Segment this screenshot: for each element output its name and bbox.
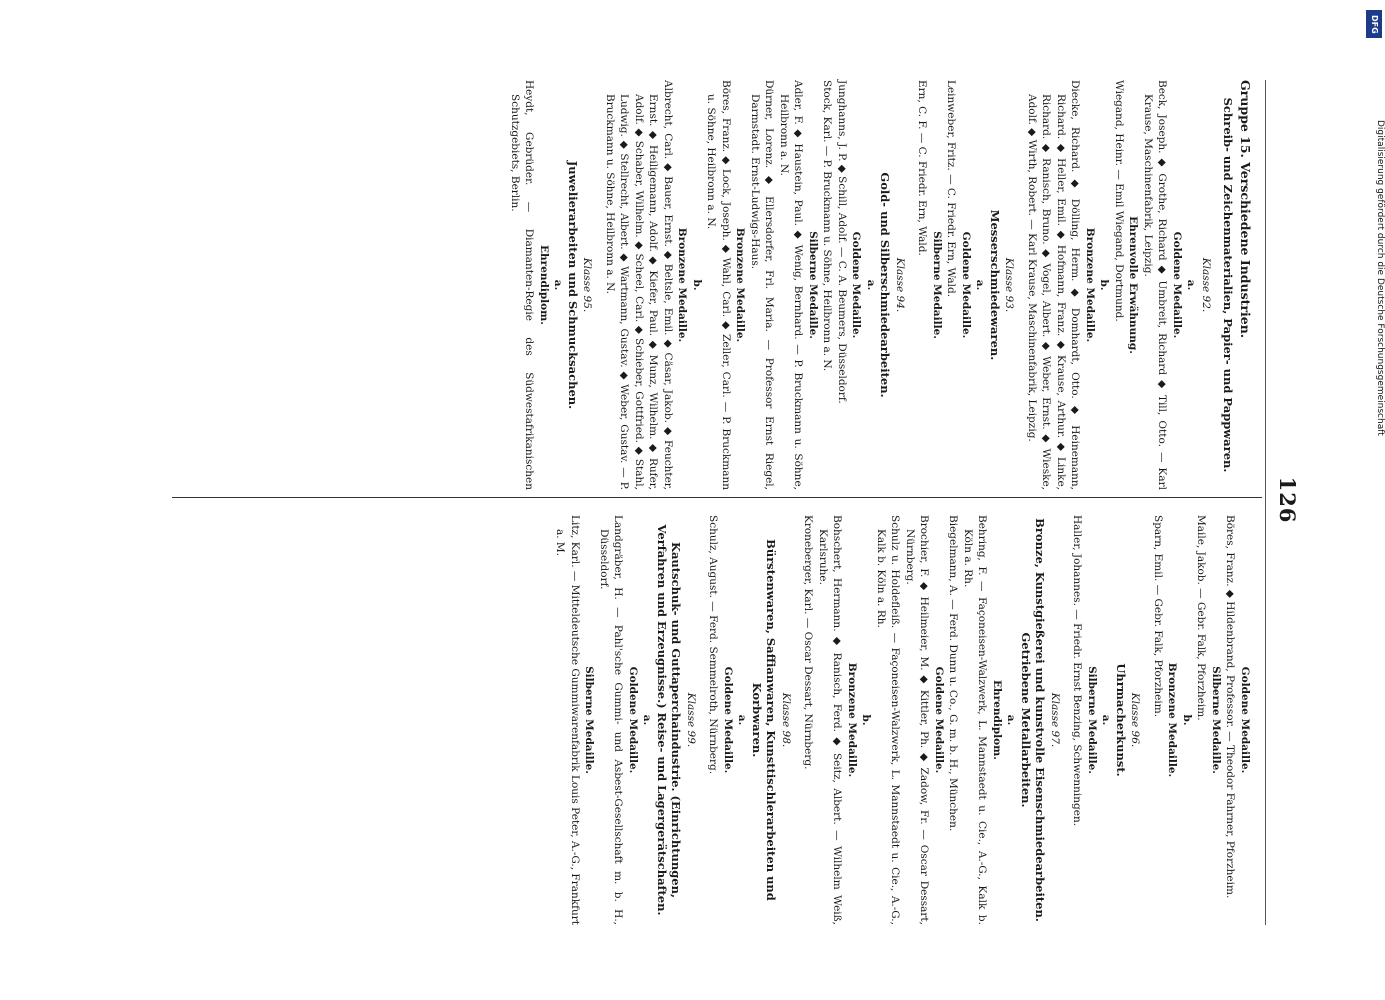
list-entry: Maile, Jakob. — Gebr. Falk, Pforzheim. bbox=[1195, 515, 1208, 721]
medal-text: Bronzene Medaille. bbox=[1084, 227, 1096, 343]
page-number: 126 bbox=[1275, 476, 1300, 524]
medal-text: Bronzene Medaille. bbox=[676, 227, 689, 343]
klasse-text: Klasse 93. bbox=[1003, 257, 1016, 313]
sub-text: b. bbox=[860, 714, 873, 726]
medal-text: Ehrendiplom. bbox=[991, 680, 1003, 760]
list-entry: Schulz u. Holdefleiß. — Façoneisen-Walzwerk, L. Mannstaedt u. Cie., A.-G., Kalk b. Köln a. Rh. bbox=[875, 515, 902, 925]
medal-text: Ehrendiplom. bbox=[538, 245, 550, 325]
dfg-logo: DFG bbox=[1366, 10, 1382, 38]
list-entry: Diecke, Richard. ◆ Dölling, Herm. ◆ Domhardt, Otto. ◆ Heinemann, Richard. ◆ Heller, Emil. ◆ Hofmann, Franz. ◆ Krause, Arthur. ◆ Linke, Richard. ◆ Ranisch, Bruno. ◆ Vogel, Albert. ◆ Weber, Ernst. ◆ Wieske, Adolf. ◆ Wirth, Robert. — Karl Krause, Maschinenfabrik, Leipzig. bbox=[1026, 80, 1082, 490]
heading-text: Bronze, Kunstgießerei und kunstvolle Eisenschmiedearbeiten. Getriebene Metallarbeiten. bbox=[1019, 518, 1048, 922]
list-entry: Haller, Johannes. — Friedr. Ernst Benzing, Schwenningen. bbox=[1071, 515, 1084, 827]
list-entry: Brochier, F. ◆ Heilmeier, M. ◆ Kittler, Ph. ◆ Zadow, Fr. — Oscar Dessart, Nürnberg. bbox=[904, 515, 931, 925]
list-entry: Biegelmann, A. — Ferd. Dunn u. Co., G. m. b. H., München. bbox=[947, 515, 960, 832]
medal-text: Ehrenvolle Erwähnung. bbox=[1127, 216, 1140, 354]
medal-text: Goldene Medaille. bbox=[960, 231, 972, 339]
medal-text: Goldene Medaille. bbox=[722, 666, 734, 774]
heading-text: Schreib- und Zeichenmaterialien, Papier- und Pappwaren. bbox=[1221, 97, 1236, 473]
list-entry: Beck, Joseph. ◆ Grothe, Richard ◆ Umbreit, Richard ◆ Till, Otto. — Karl Krause, Maschinenfabrik, Leipzig. bbox=[1142, 80, 1169, 490]
list-entry: Heydt, Gebrüder. — Diamanten-Regie des Südwestafrikanischen Schutzgebiets, Berlin. bbox=[509, 80, 536, 490]
sub-text: b. bbox=[1181, 714, 1193, 726]
heading-text: Messerschmiedewaren. bbox=[988, 209, 1002, 361]
medal-text: Goldene Medaille. bbox=[850, 231, 863, 339]
heading-text: Kautschuk- und Guttaperchaindustrie. (Einrichtungen, Verfahren und Erzeugnisse.) Reise- und Lagergerätschaften. bbox=[655, 524, 684, 916]
klasse-text: Klasse 92. bbox=[1200, 257, 1212, 313]
klasse-text: Klasse 94. bbox=[894, 257, 906, 313]
medal-text: Bronzene Medaille. bbox=[1166, 662, 1179, 778]
sub-text: a. bbox=[736, 714, 749, 726]
list-entry: Dürner, Lorenz. ◆ Ellersdorfer, Frl. Maria. — Professor Ernst Riegel, Darmstadt. Ernst-Ludwigs-Haus. bbox=[749, 80, 776, 490]
group-text: Gruppe 15. Verschiedene Industrien. bbox=[1238, 80, 1253, 339]
header-rule bbox=[1265, 80, 1266, 925]
list-entry: Junghanns, J. P. ◆ Schill, Adolf. — C. A. Beumers, Düsseldorf. bbox=[836, 80, 848, 404]
list-entry: Böres, Franz. ◆ Lock, Joseph. ◆ Wahl, Carl. ◆ Zeller, Carl. — P. Bruckmann u. Söhne, Heilbronn a. N. bbox=[705, 80, 732, 490]
list-entry: Adler, F. ◆ Haustein, Paul. ◆ Wenig, Bernhard. — P. Bruckmann u. Söhne, Heilbronn a. N. bbox=[778, 80, 805, 490]
list-entry: Stock, Karl. — P. Bruckmann u. Söhne, Heilbronn a. N. bbox=[821, 80, 834, 372]
list-entry: Kroneberger, Karl. — Oscar Dessart, Nürnberg. bbox=[802, 515, 815, 770]
sub-text: b. bbox=[691, 279, 703, 291]
medal-text: Goldene Medaille. bbox=[627, 666, 639, 774]
left-column bbox=[508, 80, 1253, 490]
list-entry: Ern, C. F. — C. Friedr. Ern, Wald. bbox=[916, 80, 929, 256]
heading-text: Uhrmacherkunst. bbox=[1114, 663, 1128, 777]
medal-text: Goldene Medaille. bbox=[1239, 666, 1251, 774]
list-entry: Sparn, Emil. — Gebr. Falk, Pforzheim. bbox=[1152, 515, 1164, 718]
right-column bbox=[553, 515, 1252, 925]
column-divider bbox=[172, 497, 1262, 498]
klasse-text: Klasse 96. bbox=[1129, 692, 1142, 748]
sub-text: a. bbox=[1100, 714, 1113, 726]
list-entry: Bohschert, Hermann. ◆ Ranisch, Ferd. ◆ Seitz, Albert. — Wilhelm Weiß, Karlsruhe. bbox=[817, 515, 844, 925]
list-entry: Litz, Karl. — Mitteldeutsche Gummiwarenfabrik Louis Peter, A.-G., Frankfurt a. M. bbox=[554, 515, 581, 925]
document-page bbox=[140, 50, 1300, 950]
list-entry: Böres, Franz. ◆ Hildenbrand, Professor. — Theodor Fahrner, Pforzheim. bbox=[1224, 515, 1237, 899]
medal-text: Silberne Medaille. bbox=[807, 231, 819, 339]
digitization-credit: Digitalisierung gefördert durch die Deutsche Forschungsgemeinschaft bbox=[1375, 120, 1385, 436]
klasse-text: Klasse 97. bbox=[1049, 692, 1061, 748]
klasse-text: Klasse 98. bbox=[780, 692, 792, 748]
medal-text: Silberne Medaille. bbox=[1210, 666, 1222, 774]
medal-text: Silberne Medaille. bbox=[583, 666, 596, 774]
list-entry: Albrecht, Carl. ◆ Bauer, Ernst. ◆ Beltsle, Emil. ◆ Cäsar, Jakob. ◆ Feuchter, Ernst. ◆ Heiligemann, Adolf. ◆ Kiefer, Paul. ◆ Munz, Wilhelm. ◆ Rufer, Adolf. ◆ Schaber, Wilhelm. ◆ Scheel, Carl. ◆ Schieber, Gottfried. ◆ Stahl, Ludwig. ◆ Stellrecht, Albert. ◆ Wartmann, Gustav. ◆ Weber, Gustav. — P. Bruckmann u. Söhne, Heilbronn a. N. bbox=[604, 80, 674, 490]
list-entry: Leinweber, Fritz. — C. Friedr. Ern, Wald. bbox=[945, 80, 958, 298]
list-entry: Behring, F. — Façoneisen-Walzwerk, L. Mannstaedt u. Cie., A.-G., Kalk b. Köln a. Rh. bbox=[962, 515, 989, 925]
medal-text: Silberne Medaille. bbox=[931, 231, 943, 339]
list-entry: Wiegand, Heinr. — Emil Wiegand, Dortmund. bbox=[1113, 80, 1125, 322]
heading-text: Bürstenwaren, Saffianwaren, Kunsttischlerarbeiten und Korbwaren. bbox=[750, 539, 779, 901]
sub-text: a. bbox=[865, 279, 877, 291]
list-entry: Schulz, August. — Ferd. Semmelroth, Nürnberg. bbox=[707, 515, 720, 775]
list-entry: Landgräber, H. — Pahl'sche Gummi- und Asbest-Gesellschaft m. b. H., Düsseldorf. bbox=[598, 515, 625, 925]
medal-text: Goldene Medaille. bbox=[1171, 231, 1183, 339]
medal-text: Bronzene Medaille. bbox=[846, 662, 858, 778]
sub-text: b. bbox=[1098, 279, 1111, 291]
sub-text: a. bbox=[1005, 714, 1018, 726]
heading-text: Juwelierarbeiten und Schmucksachen. bbox=[566, 160, 580, 410]
sub-text: a. bbox=[974, 279, 987, 291]
heading-text: Gold- und Silberschmiedearbeiten. bbox=[878, 172, 893, 398]
medal-text: Silberne Medaille. bbox=[1086, 666, 1098, 774]
sub-text: a. bbox=[1185, 279, 1198, 291]
medal-text: Goldene Medaille. bbox=[933, 666, 945, 774]
medal-text: Bronzene Medaille. bbox=[734, 227, 747, 343]
klasse-text: Klasse 95. bbox=[581, 257, 594, 313]
sub-text: a. bbox=[552, 279, 565, 291]
sub-text: a. bbox=[641, 714, 654, 726]
klasse-text: Klasse 99. bbox=[685, 692, 697, 748]
